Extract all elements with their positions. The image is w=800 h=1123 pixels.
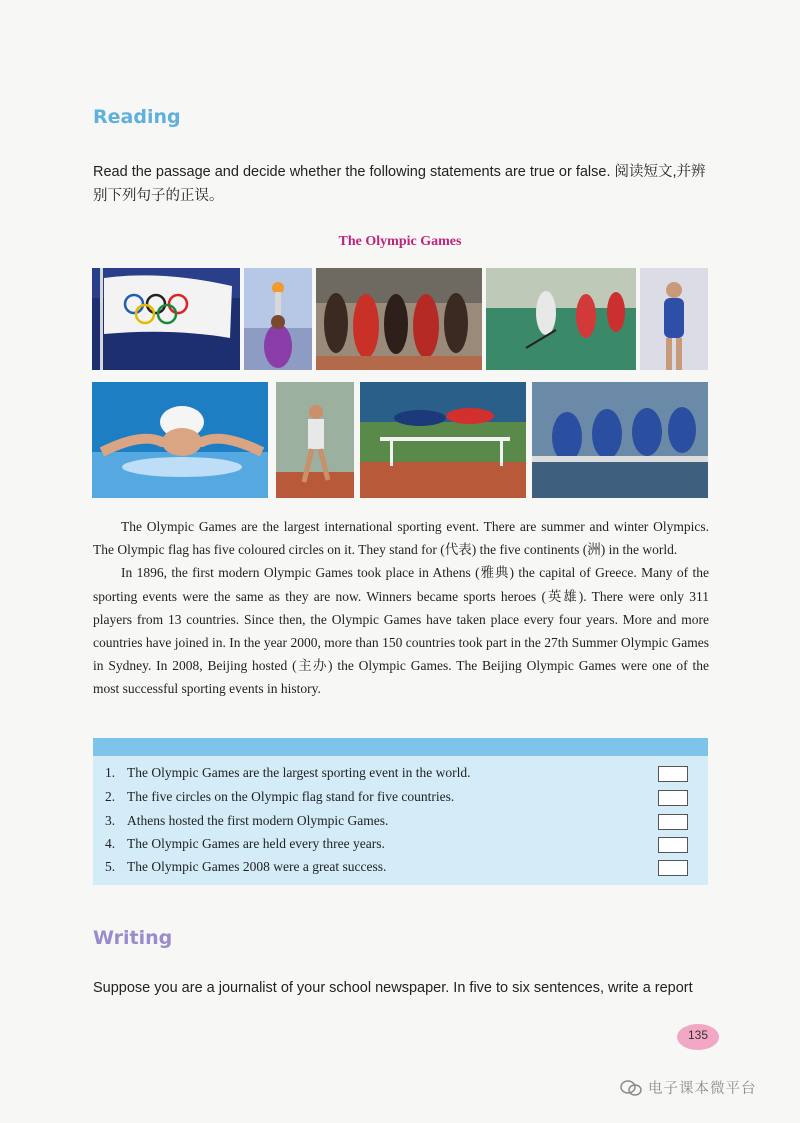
page-number: 135 [687, 1028, 709, 1042]
writing-section-title: Writing [93, 927, 173, 949]
passage-paragraph: In 1896, the first modern Olympic Games took place in Athens (雅典) the capital of Greece. Many of the sporting events were the same as they are now. Winners became sports heroes (英雄). There were only 311 players from 13 countries. Since then, the Olympic Games have taken place every four years. More and more countries have joined in. In the year 2000, more than 150 countries took part in the 27th Summer Olympic Games in Sydney. In 2008, Beijing hosted (主办) the Olympic Games. The Beijing Olympic Games were one of the most successful sporting events in history. [93, 565, 709, 697]
statement-number: 3. [105, 813, 116, 828]
photo-rowers [532, 382, 708, 498]
watermark [620, 1077, 757, 1098]
statement-text: The five circles on the Olympic flag stand for five countries. [127, 789, 455, 804]
watermark-text: 电子课本微平台 [648, 1081, 757, 1097]
photo-sprinters [316, 268, 482, 370]
passage-paragraph: The Olympic Games are the largest international sporting event. There are summer and winter Olympics. The Olympic flag has five coloured circles on it. They stand for (代表) the five continents (洲) in the world. [93, 519, 709, 558]
photo-torch-bearer [244, 268, 312, 370]
photo-runner [276, 382, 354, 498]
statement-item [105, 859, 665, 875]
statement-text: The Olympic Games are the largest sporting event in the world. [127, 765, 471, 780]
statement-item [105, 789, 665, 805]
statement-item [105, 765, 665, 781]
passage-body [93, 515, 709, 701]
photo-olympic-flag [92, 268, 240, 370]
answer-box[interactable] [658, 860, 688, 876]
photo-hurdles [360, 382, 526, 498]
reading-section-title: Reading [93, 106, 181, 128]
statement-item [105, 836, 665, 852]
statement-text: The Olympic Games are held every three years. [127, 836, 385, 851]
statement-number: 2. [105, 789, 116, 804]
photo-swimmer [92, 382, 268, 498]
statement-text: Athens hosted the first modern Olympic Games. [127, 813, 389, 828]
reading-instructions: Read the passage and decide whether the following statements are true or false. 阅读短文,并辨别下列句子的正误。 [93, 164, 706, 204]
passage-title: The Olympic Games [338, 234, 462, 249]
exercise-header-bar [93, 738, 708, 756]
writing-instructions: Suppose you are a journalist of your school newspaper. In five to six sentences, write a report [93, 980, 693, 996]
answer-box[interactable] [658, 790, 688, 806]
photo-field-hockey [486, 268, 636, 370]
answer-box[interactable] [658, 766, 688, 782]
answer-box[interactable] [658, 837, 688, 853]
wechat-icon [620, 1079, 642, 1097]
photo-athlete-woman [640, 268, 708, 370]
statement-item [105, 813, 665, 829]
statement-text: The Olympic Games 2008 were a great success. [127, 859, 387, 874]
answer-box[interactable] [658, 814, 688, 830]
true-false-exercise [93, 738, 708, 885]
statement-number: 4. [105, 836, 116, 851]
statement-number: 1. [105, 765, 116, 780]
statement-number: 5. [105, 859, 116, 874]
